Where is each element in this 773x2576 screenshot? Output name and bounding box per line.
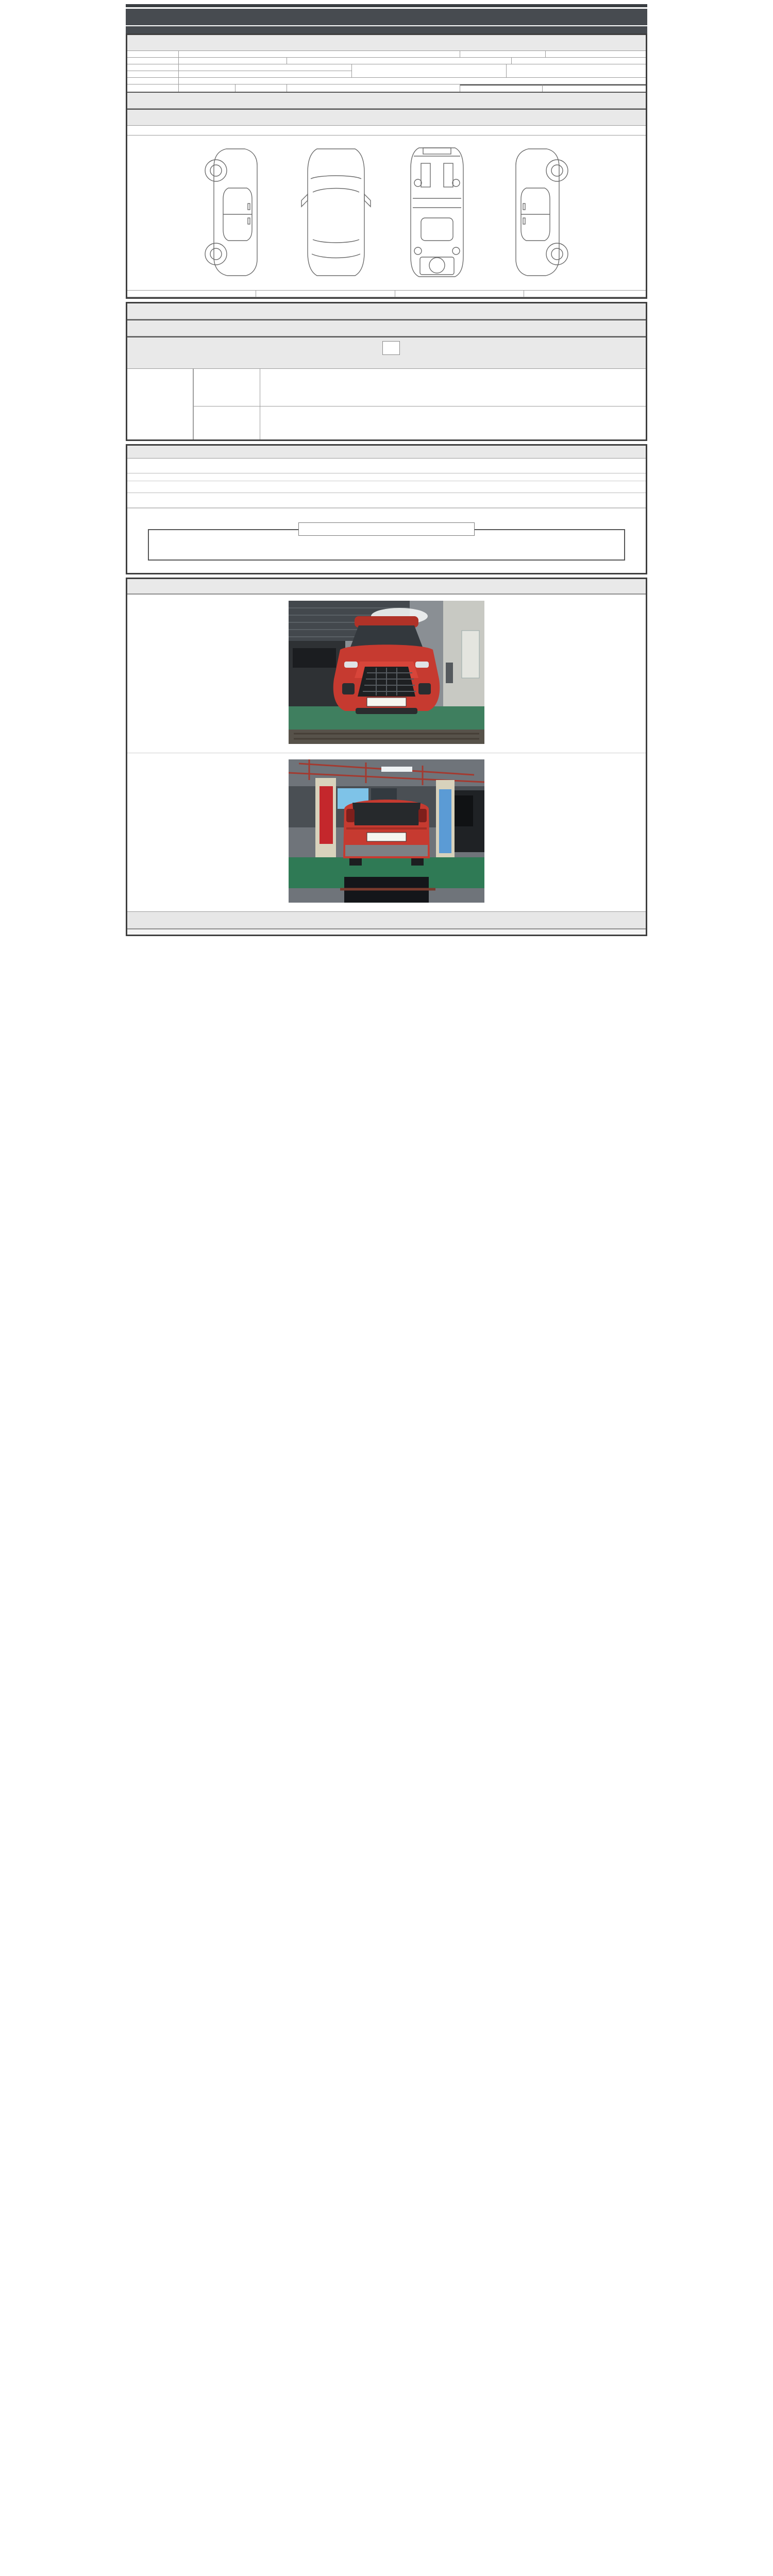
vin-label	[127, 71, 179, 77]
legend-note	[127, 131, 646, 135]
inspection-photo-rear	[127, 753, 646, 911]
vin-value	[179, 71, 352, 77]
section-box-2	[126, 302, 647, 441]
car-name-value	[179, 51, 460, 57]
simple-repair-label	[395, 291, 524, 297]
inspection-photo-front	[127, 595, 646, 753]
etc-header	[127, 319, 646, 336]
first-reg-label	[127, 64, 179, 71]
first-reg-value	[179, 64, 352, 71]
section-box-1	[126, 33, 647, 299]
notice-sec1-title	[127, 459, 646, 473]
accident-history-options	[256, 291, 395, 297]
photo-signature-box	[126, 578, 647, 936]
inspection-period-value	[512, 58, 646, 64]
status-code-legend	[127, 126, 646, 131]
base-price-label	[460, 84, 543, 92]
engine-type-value	[179, 84, 236, 92]
notice-sec2-title	[127, 493, 646, 508]
accident-header	[127, 109, 646, 126]
final-price-block	[127, 336, 646, 369]
regno-value	[546, 51, 646, 57]
accident-history-row	[127, 291, 646, 297]
simple-repair-options	[524, 291, 646, 297]
final-price-value	[382, 341, 400, 355]
regno-label	[460, 51, 546, 57]
notice-box	[126, 444, 647, 574]
overall-header	[127, 92, 646, 109]
fuel-options	[179, 78, 646, 84]
year-label	[127, 58, 179, 64]
car-diagram-top	[297, 143, 375, 282]
photo-section-title	[127, 579, 646, 595]
basic-info-header	[127, 35, 646, 51]
photo-rear-illustration	[289, 759, 484, 903]
basic-row-year	[127, 58, 646, 64]
car-damage-diagrams	[127, 135, 646, 291]
car-diagram-side-right	[499, 143, 577, 282]
transmission-label	[352, 64, 507, 77]
notice-items-1	[127, 473, 646, 481]
document-number	[126, 25, 647, 33]
final-price-note	[127, 357, 646, 363]
title-block	[126, 9, 647, 25]
photo-front-illustration	[289, 601, 484, 744]
document	[126, 0, 647, 936]
notice-header	[127, 446, 646, 459]
transmission-options	[507, 64, 646, 77]
accident-history-label	[127, 291, 256, 297]
notice-items-2	[127, 481, 646, 493]
basic-row-engine	[127, 84, 646, 92]
basic-row-reg-vin-trans	[127, 64, 646, 78]
appraisal-definition-title	[298, 522, 475, 536]
base-price-value	[543, 84, 646, 92]
warranty-label	[236, 84, 287, 92]
top-rule	[126, 4, 647, 7]
inspection-period-label	[287, 58, 512, 64]
inspector-opinion-text	[260, 369, 646, 406]
appraiser-opinion-text	[260, 406, 646, 439]
notice-items-3	[127, 508, 646, 516]
opinion-label	[127, 369, 193, 439]
appraisal-definition-box	[148, 529, 625, 561]
car-diagram-bottom	[398, 143, 476, 282]
detail-header	[127, 303, 646, 319]
confirmation-statement	[127, 928, 646, 935]
warranty-options	[287, 84, 460, 92]
inspector-opinion-label	[193, 369, 260, 406]
fuel-label	[127, 78, 179, 84]
appraiser-opinion-label	[193, 406, 260, 439]
year-value	[179, 58, 287, 64]
car-name-label	[127, 51, 179, 57]
engine-type-label	[127, 84, 179, 92]
basic-row-name	[127, 51, 646, 58]
signature-block	[127, 911, 646, 928]
opinion-block	[127, 369, 646, 439]
basic-row-fuel	[127, 78, 646, 84]
car-diagram-side-left	[196, 143, 274, 282]
